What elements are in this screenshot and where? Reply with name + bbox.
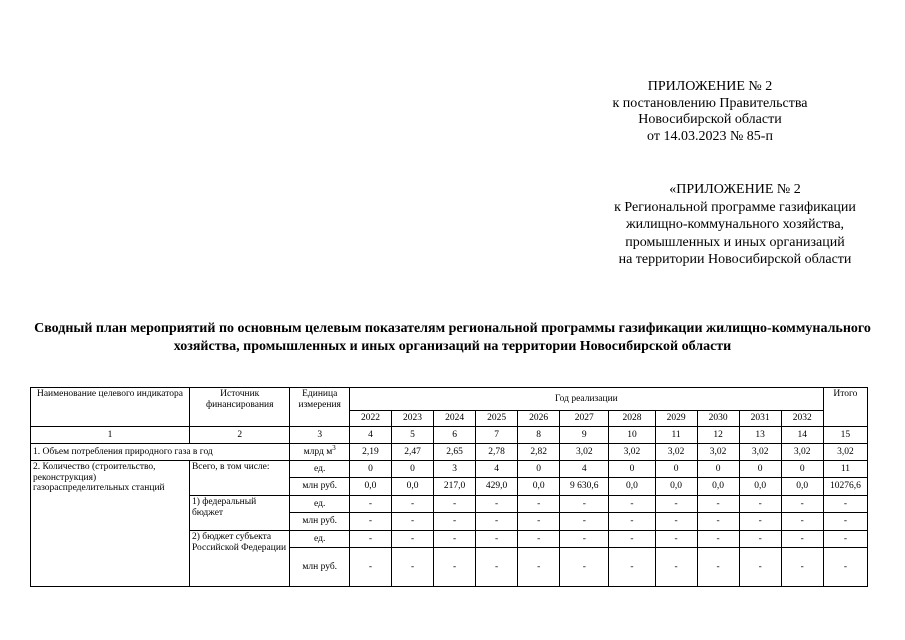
value-cell: 3,02 (560, 444, 609, 461)
year-cell: 2031 (739, 411, 781, 427)
year-cell: 2032 (781, 411, 823, 427)
value-cell: 2,47 (392, 444, 434, 461)
value-cell: - (349, 531, 391, 548)
value-cell: - (518, 531, 560, 548)
value-cell: 3,02 (739, 444, 781, 461)
value-cell: 3,02 (655, 444, 697, 461)
indicator-name: 1. Объем потребления природного газа в год (31, 444, 290, 461)
header-source: Источник финансирования (189, 388, 290, 427)
value-cell: - (655, 496, 697, 513)
column-number: 14 (781, 427, 823, 444)
program-appendix-line: «ПРИЛОЖЕНИЕ № 2 (669, 182, 801, 197)
unit-cell: ед. (290, 496, 349, 513)
year-cell: 2024 (434, 411, 476, 427)
value-cell: - (560, 496, 609, 513)
value-cell: - (697, 513, 739, 531)
total-cell: - (823, 548, 867, 587)
value-cell: 0 (392, 461, 434, 478)
column-number: 7 (476, 427, 518, 444)
total-cell: - (823, 513, 867, 531)
value-cell: - (697, 496, 739, 513)
value-cell: - (434, 513, 476, 531)
value-cell: - (609, 496, 655, 513)
value-cell: - (476, 496, 518, 513)
header-indicator: Наименование целевого индикатора (31, 388, 190, 427)
value-cell: - (739, 531, 781, 548)
value-cell: - (739, 548, 781, 587)
appendix-line: от 14.03.2023 № 85-п (647, 128, 773, 144)
value-cell: - (609, 531, 655, 548)
value-cell: - (655, 513, 697, 531)
program-appendix-line: к Региональной программе газификации (614, 199, 856, 215)
column-number: 11 (655, 427, 697, 444)
value-cell: 0,0 (655, 478, 697, 496)
document-title: Сводный план мероприятий по основным целевым показателям региональной программы газификации жилищно-коммунального хозяйства, промышленных и иных организаций на территории Новосибирской области (34, 321, 871, 354)
value-cell: - (697, 548, 739, 587)
header-year: Год реализации (349, 388, 823, 411)
unit-cell: ед. (290, 531, 349, 548)
value-cell: 0,0 (609, 478, 655, 496)
year-cell: 2028 (609, 411, 655, 427)
total-cell: 11 (823, 461, 867, 478)
value-cell: - (560, 513, 609, 531)
program-appendix-block (590, 181, 880, 269)
header-total: Итого (823, 388, 867, 427)
value-cell: - (349, 548, 391, 587)
column-numbers-row (31, 427, 868, 444)
column-number: 15 (823, 427, 867, 444)
value-cell: - (392, 496, 434, 513)
year-cell: 2027 (560, 411, 609, 427)
value-cell: - (697, 531, 739, 548)
value-cell: - (392, 531, 434, 548)
column-number: 3 (290, 427, 349, 444)
program-appendix-line: промышленных и иных организаций (625, 234, 845, 250)
value-cell: 2,78 (476, 444, 518, 461)
value-cell: 0 (739, 461, 781, 478)
value-cell: 429,0 (476, 478, 518, 496)
value-cell: 0 (349, 461, 391, 478)
funding-source: Всего, в том числе: (189, 461, 290, 496)
funding-source: 2) бюджет субъекта Российской Федерации (189, 531, 290, 587)
value-cell: - (434, 496, 476, 513)
value-cell: - (655, 548, 697, 587)
unit-cell (290, 444, 349, 461)
unit-cell: млн руб. (290, 478, 349, 496)
column-number: 1 (31, 427, 190, 444)
value-cell: 0,0 (349, 478, 391, 496)
total-cell: - (823, 531, 867, 548)
program-appendix-line: жилищно-коммунального хозяйства, (625, 217, 845, 232)
column-number: 4 (349, 427, 391, 444)
appendix-line: ПРИЛОЖЕНИЕ № 2 (647, 79, 773, 94)
value-cell: - (476, 531, 518, 548)
year-cell: 2030 (697, 411, 739, 427)
column-number: 2 (189, 427, 290, 444)
total-cell: - (823, 496, 867, 513)
column-number: 10 (609, 427, 655, 444)
value-cell: - (781, 496, 823, 513)
value-cell: 0 (697, 461, 739, 478)
column-number: 13 (739, 427, 781, 444)
column-number: 12 (697, 427, 739, 444)
value-cell: - (476, 513, 518, 531)
value-cell: - (349, 496, 391, 513)
value-cell: - (739, 513, 781, 531)
value-cell: 3,02 (697, 444, 739, 461)
table-row (31, 444, 868, 461)
year-cell: 2023 (392, 411, 434, 427)
value-cell: - (518, 496, 560, 513)
unit-cell: млн руб. (290, 548, 349, 587)
value-cell: - (609, 548, 655, 587)
value-cell: 2,65 (434, 444, 476, 461)
header-unit: Единица измерения (290, 388, 349, 427)
value-cell: 217,0 (434, 478, 476, 496)
value-cell: 0 (609, 461, 655, 478)
value-cell: - (781, 531, 823, 548)
value-cell: 0,0 (392, 478, 434, 496)
value-cell: - (518, 513, 560, 531)
unit-text: млрд м (303, 446, 333, 457)
value-cell: - (349, 513, 391, 531)
program-appendix-line: на территории Новосибирской области (618, 252, 852, 267)
value-cell: - (392, 513, 434, 531)
plan-table (30, 387, 868, 587)
value-cell: 3,02 (609, 444, 655, 461)
value-cell: - (609, 513, 655, 531)
value-cell: 0 (518, 461, 560, 478)
table-row (31, 461, 868, 478)
value-cell: 2,19 (349, 444, 391, 461)
value-cell: 3 (434, 461, 476, 478)
value-cell: - (476, 548, 518, 587)
column-number: 6 (434, 427, 476, 444)
funding-source: 1) федеральный бюджет (189, 496, 290, 531)
value-cell: 0,0 (781, 478, 823, 496)
column-number: 9 (560, 427, 609, 444)
value-cell: - (655, 531, 697, 548)
total-cell: 3,02 (823, 444, 867, 461)
value-cell: - (434, 531, 476, 548)
year-cell: 2022 (349, 411, 391, 427)
value-cell: 0 (781, 461, 823, 478)
value-cell: 0,0 (697, 478, 739, 496)
value-cell: - (518, 548, 560, 587)
value-cell: 4 (560, 461, 609, 478)
value-cell: 0,0 (739, 478, 781, 496)
indicator-name: 2. Количество (строительство, реконструкция) газораспределительных станций (31, 461, 190, 587)
value-cell: 0 (655, 461, 697, 478)
value-cell: - (560, 548, 609, 587)
column-number: 8 (518, 427, 560, 444)
appendix-line: Новосибирской области (638, 112, 782, 127)
total-cell: 10276,6 (823, 478, 867, 496)
year-cell: 2025 (476, 411, 518, 427)
appendix-block (560, 79, 860, 145)
appendix-line: к постановлению Правительства (612, 95, 808, 111)
value-cell: - (739, 496, 781, 513)
value-cell: - (392, 548, 434, 587)
value-cell: 2,82 (518, 444, 560, 461)
value-cell: - (560, 531, 609, 548)
header-row (31, 388, 868, 411)
value-cell: 3,02 (781, 444, 823, 461)
unit-cell: млн руб. (290, 513, 349, 531)
unit-superscript: 3 (332, 443, 336, 452)
value-cell: 4 (476, 461, 518, 478)
year-cell: 2026 (518, 411, 560, 427)
unit-cell: ед. (290, 461, 349, 478)
value-cell: 0,0 (518, 478, 560, 496)
value-cell: - (781, 513, 823, 531)
value-cell: - (434, 548, 476, 587)
value-cell: - (781, 548, 823, 587)
column-number: 5 (392, 427, 434, 444)
value-cell: 9 630,6 (560, 478, 609, 496)
year-cell: 2029 (655, 411, 697, 427)
